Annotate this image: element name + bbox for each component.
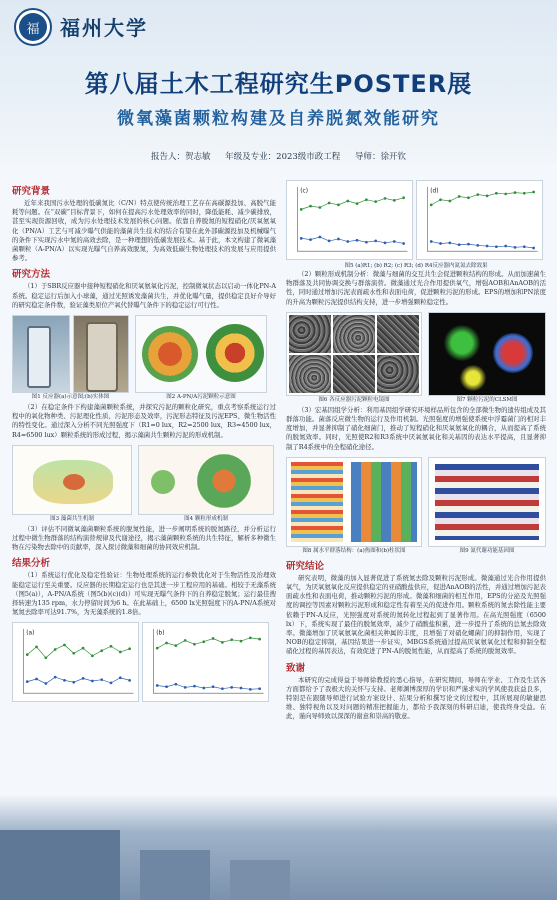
data-point [221,641,224,644]
data-point [26,654,29,657]
data-point [523,245,526,248]
data-point [54,676,57,679]
data-point [523,192,526,195]
metagenomics-text: （3）宏基因组学分析：利用基因组学研究环境样品所包含的全部微生物的遗传组成及其群落功能。菌落反应微生物的运行及作用机制。光照强度的增强使系统中浮霉菌门的相对丰度增加，并显著抑制了硝化细菌门，推动了短程硝化和厌氧氨氧化的耦合，从而提高了系统的脱氮效率。同时，光照使R2和R3系统中厌氧氨氧化和关基因的表达水平提高，且显著抑制了R4系统中的全程硝化途径。 [286,405,546,451]
left-column [12,180,276,704]
data-point [504,193,507,196]
data-point [300,237,303,240]
data-point [356,239,359,242]
data-point [346,200,349,203]
data-point [439,198,442,201]
series-line [27,645,129,658]
sem-image [289,355,331,393]
data-point [91,655,94,658]
data-point [495,245,498,248]
data-point [318,206,321,209]
data-point [240,687,243,690]
data-point [309,205,312,208]
clsm-image [428,312,546,396]
chart-panel-label: (a) [26,631,35,638]
series-line [431,242,533,248]
data-point [63,644,66,647]
chart-panel-d [416,180,543,260]
data-point [402,242,405,245]
figure-4 [138,445,274,523]
chart-panel-label: (c) [300,188,309,195]
figure-5-panels [12,622,276,702]
data-point [467,196,470,199]
data-point [393,240,396,243]
reporter: 报告人：贺志敏 [150,152,211,162]
figure-row-8-9 [286,457,546,555]
data-point [309,238,312,241]
data-point [374,200,377,203]
method-text-2: （2）在稳定条件下构建藻菌颗粒系统，并探究污泥的颗粒化研究，重点考察系统运行过程中的氧化物种类、污泥理化性质、污泥形态及效率，污泥形态特征及污泥EPS、微生物活性的特性变化。通过深入分析不同光照强度下（R1=0 lux，R2=2500 lux，R3=4500 lux，R4=6500 lux）颗粒系统的形成过程，揭示藻菌共生颗粒污泥的形成机制。 [12,403,276,439]
section-thanks-title: 致谢 [286,662,306,674]
data-point [514,246,517,249]
chart-svg-d [417,181,542,259]
figure-7 [428,312,546,404]
data-point [35,678,38,681]
chart-svg-a [13,623,138,701]
data-point [63,679,66,682]
chart-svg-c [287,181,412,259]
data-point [184,640,187,643]
logo-emblem: 福 [19,13,47,41]
data-point [476,244,479,247]
data-point [156,647,159,650]
figure-5-panels-cd [286,180,546,260]
figure-2 [135,315,267,401]
figure-3 [12,445,132,523]
data-point [532,247,535,250]
data-point [356,202,359,205]
data-point [72,681,75,684]
data-point [100,679,103,682]
data-point [193,643,196,646]
campus-building [0,830,120,900]
data-point [165,642,168,645]
figure-4-caption: 图4 颗粒形成机制 [184,515,228,522]
data-point [258,688,261,691]
data-point [44,683,47,686]
series-line [157,638,259,648]
data-point [430,240,433,243]
data-point [328,240,331,243]
data-point [82,647,85,650]
data-point [54,649,57,652]
data-point [374,240,377,243]
thanks-text: 本研究的完成得益于导师徐教授的悉心指导，在研究期间，导师在学业、工作及生活各方面都给予了我极大的关怀与支持。老师渊博深厚的学识和严谨求实的学风使我获益良多，特别是在跟随导师进行试验方案设计、结果分析和撰写论文的过程中，其所展现的敏捷思维、独特视角以及对问题的精准把握能力，都给予我深刻的科研启迪，使我终身受益。在此，谨向导师致以深深的谢意和崇高的敬意。 [286,675,546,721]
method-text-3: （3）评估不同微氧藻菌颗粒系统的脱氮性能，进一步阐明系统的脱氮路径，并分析运行过程中微生物群落的结构演替规律及代谢途径，揭示藻菌颗粒系统的共生特征，解析多种微生物在污染物去除中的贡献率，深入探讨微藻和细菌的协同效应机制。 [12,524,276,552]
data-point [448,200,451,203]
data-point [486,194,489,197]
data-point [240,640,243,643]
data-point [230,639,233,642]
data-point [393,199,396,202]
chart-axis [23,629,133,693]
conclusion-text: 研究表明，微藻的加入显著促进了系统氮去除及颗粒污泥形成。微藻通过光合作用提供氧气，为厌氧氨氧化反应提供稳定的亚硝酸盐供应，促进AnAOB的活性，并通过增加污泥表面疏水性和表面电荷，推动颗粒污泥的形成。微藻和细菌的相互作用，EPS的分泌及光照强度的调控等因素对颗粒污泥形成和稳定性有着至关的促进作用。颗粒系统的氮去除性能主要依赖于PN-A反应，光照强度对系统的氮转化过程起到了显著作用。在高光照强度（6500 lx）下，系统实现了最佳的脱氮效率，减少了硝酸盐积累，进一步提升了系统的总氮去除效率。微藻增加了厌氧氨氧化菌相关种属的丰度，且增强了对硝化螺菌门的抑制作用，实现了NOB的稳定抑制，基因结果进一步证实，MBGS系统通过提高厌氧氨氧化过程和抑制全程硝化过程的基因表达，有效促进了PN-A的脱氮性能，从而提高了系统的脱氮效率。 [286,573,546,656]
poster-title: 微氧藻菌颗粒构建及自养脱氮效能研究 [117,109,440,129]
data-point [365,198,368,201]
data-point [458,243,461,246]
chart-panel-b [142,622,269,702]
chart-panel-label: (d) [430,188,439,195]
data-point [300,208,303,211]
data-point [430,204,433,207]
sem-images [286,312,422,396]
series-line [27,678,129,684]
symbiosis-diagram [12,445,132,515]
section-conclusion-title: 研究结论 [286,560,325,572]
figure-row-2 [12,445,276,523]
granulation-diagram [138,445,274,515]
data-point [346,240,349,243]
chart-axis [297,187,407,251]
header [0,0,557,164]
data-point [495,192,498,195]
campus-building [140,850,210,900]
community-heatmap-bar [286,457,422,547]
data-point [202,641,205,644]
chart-axis [427,187,537,251]
university-logo [14,8,52,46]
data-point [202,687,205,690]
section-results-title: 结果分析 [12,558,51,570]
data-point [514,191,517,194]
data-point [44,657,47,660]
data-point [119,651,122,654]
sem-image [333,315,375,353]
nitrogen-gene-heatmap [428,457,546,547]
granulation-text: （2）颗粒形成机制分析：微藻与细菌的交互共生会促进颗粒结构的形成。从而加速菌生物群落及共同协调交换与群落演替。微藻通过光合作用提供氧气，增强AOB和AnAOB的活性，同时通过增加污泥表面疏水性和表面电荷，促进颗粒污泥的形成。EPS的增加和PN浓度的升高为颗粒污泥提供结构支持，进一步增强颗粒稳定性。 [286,270,546,306]
data-point [249,688,252,691]
series-line [301,237,403,243]
data-point [458,195,461,198]
data-point [402,196,405,199]
campus-building [230,860,290,900]
data-point [165,686,168,689]
series-line [301,198,403,210]
university-name: 福州大学 [60,16,148,40]
figure-row-6-7 [286,312,546,404]
data-point [221,688,224,691]
data-point [448,241,451,244]
data-point [384,241,387,244]
data-point [384,197,387,200]
chart-panel-label: (b) [156,631,165,638]
figure-row-1 [12,315,276,401]
figure-9-caption: 图9 氮代谢功能基因图 [459,547,515,554]
sem-image [333,355,375,393]
figure-8 [286,457,422,555]
data-point [110,682,113,685]
data-point [174,683,177,686]
figure-7-caption: 图7 颗粒污泥的CLSM图 [456,396,518,403]
data-point [337,204,340,207]
data-point [230,687,233,690]
figure-9 [428,457,546,555]
figure-6 [286,312,422,404]
right-column [286,180,546,722]
data-point [328,202,331,205]
series-line [157,685,259,690]
campus-photo-footer [0,795,557,900]
data-point [337,238,340,241]
data-point [26,681,29,684]
section-background-title: 研究背景 [12,186,51,197]
granule-diagram [135,315,267,393]
chart-axis [153,629,263,693]
sem-image [377,315,419,353]
data-point [532,191,535,194]
event-title: 第八届土木工程研究生POSTER展 [84,70,473,98]
chart-svg-b [143,623,268,701]
method-text-1: （1）于SBR反应器中接种短程硝化和厌氧氨氧化污泥，控制微氧状态以启动一体化PN-A系统。稳定运行后加入小球藻，通过光照诱发藻菌共生，并优化曝气量，提供稳定良好介导好的研究稳定条件数，验证藻类原位产氧代替曝气条件下的稳定运行可行性。 [12,282,276,309]
advisor: 导师：徐开钦 [355,152,407,162]
data-point [128,679,131,682]
data-point [318,236,321,239]
chart-panel-c [286,180,413,260]
data-point [174,645,177,648]
data-point [100,650,103,653]
data-point [91,680,94,683]
data-point [249,637,252,640]
figure-8-caption: 图8 属水平群落结构：(a)热图和(b)柱状图 [302,547,406,554]
data-point [128,648,131,651]
reactor-schematic [12,315,70,393]
data-point [212,638,215,641]
grade-major: 年级及专业：2023级市政工程 [225,152,341,162]
data-point [184,687,187,690]
figure-3-caption: 图3 藻菌共生机制 [50,515,94,522]
sem-image [377,355,419,393]
data-point [467,243,470,246]
data-point [156,685,159,688]
figure-5-caption: 图5 (a)R1; (b) R2; (c) R3; (d) R4反应器内氮氮去除效果 [344,263,488,269]
data-point [212,686,215,689]
data-point [258,638,261,641]
data-point [119,677,122,680]
author-line [0,150,557,162]
data-point [82,678,85,681]
series-line [431,192,533,205]
data-point [72,652,75,655]
sem-image [289,315,331,353]
data-point [486,245,489,248]
data-point [35,646,38,649]
chart-panel-a [12,622,139,702]
data-point [476,193,479,196]
section-method-title: 研究方法 [12,269,51,281]
reactor-photo [73,315,129,393]
data-point [110,645,113,648]
data-point [365,241,368,244]
results-text: （1）系统运行优化及稳定性验证：生物处理系统的运行参数优化对于生物活性及治理效能稳定运行至关重要。反应器的长期稳定运行也是其进一步工程应用的基础。相较于无藻系统（图5(a)），A-PN/A系统（图5(b)(c)(d)）可实现无曝气条件下的自养稳定脱氮；运行最佳搜择转速为135 rpm，水力停留时间为6 h。在此基础上，6500 lx光照强度下的A-PN/A系统对氮氮去除率可达91.7%，为无藻系统的1.8倍。 [12,571,276,617]
data-point [193,685,196,688]
figure-6-caption: 图6 各反应器污泥颗粒电镜图 [318,396,390,403]
data-point [439,242,442,245]
figure-2-caption: 图2 A-PN/A污泥颗粒示意图 [166,394,236,401]
figure-1-caption: 图1 反应器(a)示意图;(b)实体图 [31,394,110,401]
background-text: 近年来我国污水处理的低碳氮比（C/N）特点使传统治理工艺存在高碳源投加、高脱气能耗等问题。在“双碳”目标背景下，如何在提高污水处理效率的同时，降低能耗、减少碳排放，甚至实现资源回收，成为污水处理技术发展的核心问题。依靠自养脱氮的短程硝化/厌氧氨氧化（PN/A）工艺与可减少曝气供能的藻菌共生技术的结合有望在此外部碳源投加及机械曝气的条件下实现污水中氮的高效去除，是一种理想的低碳发展技术。基于此，本文构建了微氧藻菌颗粒（A-PN/A）以实现光曝气自养高效脱氮，为高效低碳生物处理技术的发展与应用提供参考。 [12,199,276,263]
figure-1 [12,315,129,401]
data-point [504,245,507,248]
